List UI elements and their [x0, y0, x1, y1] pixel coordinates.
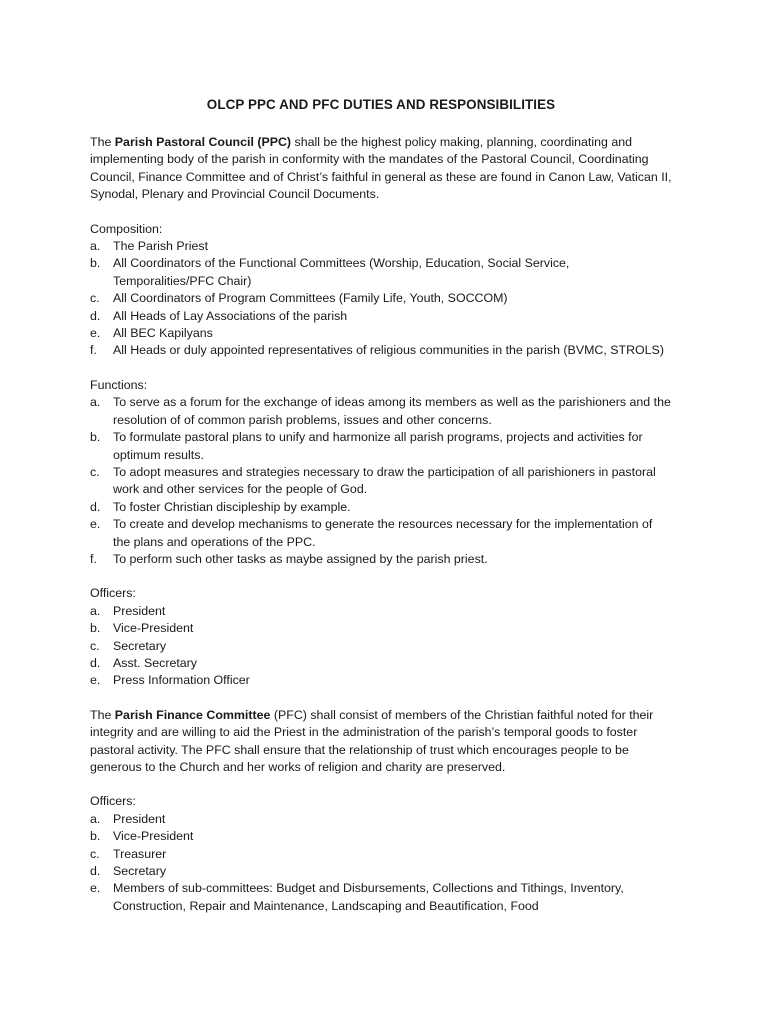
- list-marker: a.: [90, 811, 101, 826]
- list-item-text: Treasurer: [113, 846, 167, 861]
- ppc-officers-list: [90, 603, 672, 690]
- pfc-intro-lead: The: [90, 707, 115, 722]
- list-marker: d.: [90, 864, 101, 879]
- functions-list: [90, 394, 672, 568]
- list-item-text: Members of sub-committees: Budget and Disbursements, Collections and Tithings, Inventory, Construction, Repair and Maintenance, Landscaping and Beautification, Food: [113, 881, 624, 913]
- pfc-intro-paragraph: [90, 707, 672, 777]
- list-item: [90, 255, 672, 290]
- list-marker: d.: [90, 655, 101, 670]
- list-marker: c.: [90, 464, 100, 479]
- list-marker: a.: [90, 603, 101, 618]
- list-item-text: Vice-President: [113, 621, 194, 636]
- list-item-text: All Coordinators of the Functional Committees (Worship, Education, Social Service, Temporalities/PFC Chair): [113, 256, 570, 288]
- ppc-officers-label: Officers:: [90, 586, 136, 601]
- list-item: [90, 880, 672, 915]
- list-item-text: Vice-President: [113, 829, 194, 844]
- list-item: [90, 846, 672, 863]
- list-item: [90, 551, 672, 568]
- list-item-text: All BEC Kapilyans: [113, 326, 213, 341]
- list-item-text: To perform such other tasks as maybe assigned by the parish priest.: [113, 551, 488, 566]
- document-title: OLCP PPC AND PFC DUTIES AND RESPONSIBILITIES: [206, 97, 556, 112]
- list-item: [90, 638, 672, 655]
- list-item: [90, 342, 672, 359]
- list-item: [90, 655, 672, 672]
- list-item-text: Press Information Officer: [113, 673, 250, 688]
- list-marker: b.: [90, 430, 101, 445]
- list-item: [90, 672, 672, 689]
- list-item: [90, 308, 672, 325]
- list-item: [90, 811, 672, 828]
- ppc-intro-rest: shall be the highest policy making, planning, coordinating and implementing body of the parish in conformity with the mandates of the Pastoral Council, Coordinating Council, Finance Committee and of Christ’s faithful in general as these are found in Canon Law, Vatican II, Synodal, Plenary and Provincial Council Documents.: [90, 135, 672, 202]
- ppc-intro-bold: Parish Pastoral Council (PPC): [114, 135, 292, 149]
- list-marker: b.: [90, 829, 101, 844]
- list-item-text: Secretary: [113, 638, 167, 653]
- list-marker: b.: [90, 621, 101, 636]
- list-item-text: Asst. Secretary: [113, 655, 198, 670]
- pfc-officers-list: [90, 811, 672, 915]
- list-marker: a.: [90, 239, 101, 254]
- list-item: [90, 499, 672, 516]
- list-marker: c.: [90, 638, 100, 653]
- list-item: [90, 394, 672, 429]
- list-item: [90, 863, 672, 880]
- list-marker: e.: [90, 326, 101, 341]
- list-item-text: The Parish Priest: [113, 239, 209, 254]
- list-marker: e.: [90, 881, 101, 896]
- pfc-intro-bold: Parish Finance Committee: [114, 707, 271, 722]
- list-marker: f.: [90, 343, 97, 358]
- composition-list: [90, 238, 672, 360]
- list-item: [90, 325, 672, 342]
- list-marker: a.: [90, 395, 101, 410]
- list-item: [90, 516, 672, 551]
- list-item: [90, 620, 672, 637]
- list-item-text: President: [113, 603, 166, 618]
- list-item: [90, 290, 672, 307]
- list-item-text: To adopt measures and strategies necessary to draw the participation of all parishioners in pastoral work and other services for the people of God.: [113, 464, 656, 497]
- pfc-intro-rest: (PFC) shall consist of members of the Christian faithful noted for their integrity and are willing to aid the Priest in the administration of the parish’s temporal goods to foster pastoral activity. The PFC shall ensure that the relationship of trust which encourages people to be generous to the Church and her works of religion and charity are preserved.: [90, 707, 654, 774]
- list-item-text: To formulate pastoral plans to unify and harmonize all parish programs, projects and activities for optimum results.: [113, 430, 643, 462]
- list-marker: f.: [90, 551, 97, 566]
- list-item-text: All Heads of Lay Associations of the parish: [113, 308, 348, 323]
- ppc-intro-paragraph: [90, 134, 672, 204]
- list-item-text: Secretary: [113, 864, 167, 879]
- list-marker: c.: [90, 291, 100, 306]
- list-item: [90, 464, 672, 499]
- list-item-text: To serve as a forum for the exchange of ideas among its members as well as the parishioners and the resolution of of common parish problems, issues and other concerns.: [113, 395, 671, 427]
- list-marker: e.: [90, 673, 101, 688]
- list-marker: c.: [90, 846, 100, 861]
- list-item-text: All Heads or duly appointed representatives of religious communities in the parish (BVMC, STROLS): [113, 343, 664, 358]
- functions-label: Functions:: [90, 377, 148, 392]
- list-item-text: All Coordinators of Program Committees (Family Life, Youth, SOCCOM): [113, 291, 508, 306]
- list-item: [90, 603, 672, 620]
- list-item: [90, 238, 672, 255]
- pfc-officers-label: Officers:: [90, 794, 136, 809]
- list-marker: b.: [90, 256, 101, 271]
- list-item-text: President: [113, 811, 166, 826]
- ppc-intro-lead: The: [90, 135, 115, 149]
- list-marker: d.: [90, 499, 101, 514]
- list-marker: e.: [90, 517, 101, 532]
- list-marker: d.: [90, 308, 101, 323]
- list-item-text: To foster Christian discipleship by example.: [113, 499, 351, 514]
- list-item-text: To create and develop mechanisms to generate the resources necessary for the implementation of the plans and operations of the PPC.: [113, 517, 653, 549]
- composition-label: Composition:: [90, 221, 163, 236]
- list-item: [90, 429, 672, 464]
- list-item: [90, 828, 672, 845]
